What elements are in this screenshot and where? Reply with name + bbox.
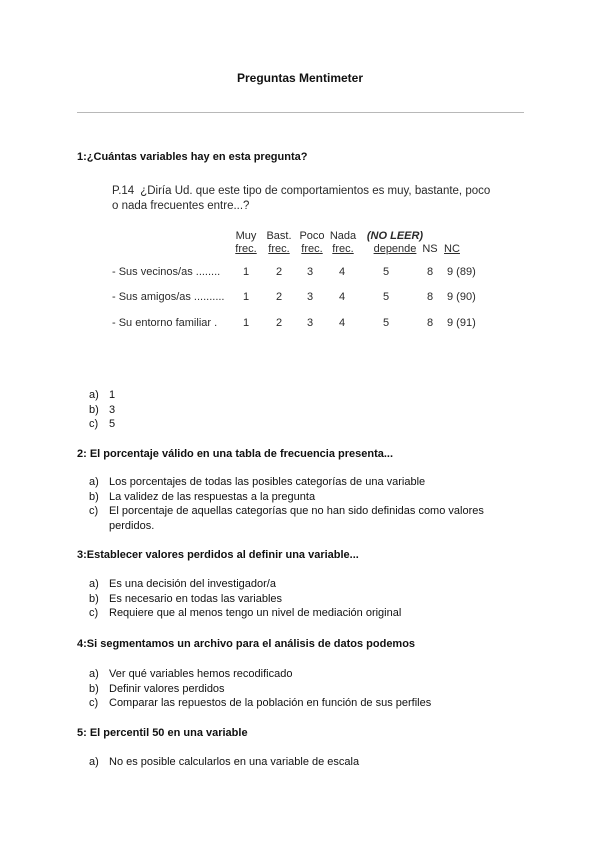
scan-cell: 5: [382, 291, 390, 303]
option-item: a) No es posible calcularlos en una variable de escala: [89, 756, 360, 768]
scan-row-label: - Sus amigos/as ..........: [112, 291, 225, 303]
scan-cell: 2: [275, 317, 283, 329]
question-4-label: 4:Si segmentamos un archivo para el análisis de datos podemos: [77, 638, 416, 650]
title-divider: [77, 112, 524, 113]
option-item: c) Comparar las repuestos de la población en función de sus perfiles: [89, 697, 432, 709]
scan-cell: 9 (90): [447, 291, 476, 303]
scan-cell: 8: [426, 291, 434, 303]
option-item: c) 5: [89, 418, 116, 430]
scan-cell: 9 (89): [447, 266, 476, 278]
scan-cell: 9 (91): [447, 317, 476, 329]
scan-header-nada: Nada frec.: [329, 230, 357, 255]
scan-header-depende: (NO LEER) depende: [366, 230, 424, 255]
question-2-label: 2: El porcentaje válido en una tabla de frecuencia presenta...: [77, 448, 394, 460]
option-item: b) Es necesario en todas las variables: [89, 592, 283, 605]
scan-cell: 3: [306, 317, 314, 329]
question-3-label: 3:Establecer valores perdidos al definir una variable...: [77, 549, 359, 561]
scan-header-ns: NS: [422, 242, 438, 255]
question-3-options: [89, 577, 529, 621]
page-title: Preguntas Mentimeter: [236, 71, 364, 85]
scan-cell: 3: [306, 291, 314, 303]
question-1-options: [89, 388, 529, 432]
scan-cell: 2: [275, 291, 283, 303]
question-1-label: 1:¿Cuántas variables hay en esta pregunta?: [77, 151, 308, 163]
question-2-options: [89, 475, 529, 533]
scan-cell: 4: [338, 317, 346, 329]
scan-cell: 4: [338, 291, 346, 303]
scan-row-label: - Sus vecinos/as ........: [112, 266, 221, 278]
scan-cell: 4: [338, 266, 346, 278]
scan-cell: 8: [426, 266, 434, 278]
scan-header-bast: Bast. frec.: [266, 230, 292, 255]
scan-cell: 1: [242, 266, 250, 278]
scan-cell: 3: [306, 266, 314, 278]
scan-header-poco: Poco frec.: [299, 230, 325, 255]
scan-cell: 1: [242, 291, 250, 303]
option-item: c) Requiere que al menos tengo un nivel de mediación original: [89, 607, 402, 619]
option-item: a) Es una decisión del investigador/a: [89, 578, 276, 590]
option-item: a) Los porcentajes de todas las posibles categorías de una variable: [89, 476, 426, 488]
option-item: b) Definir valores perdidos: [89, 682, 225, 695]
scan-header-nc: NC: [444, 242, 460, 255]
option-item: b) 3: [89, 403, 116, 416]
question-5-label: 5: El percentil 50 en una variable: [77, 727, 248, 739]
question-4-options: [89, 667, 529, 711]
survey-question-image: [112, 184, 492, 344]
option-item: c) El porcentaje de aquellas categorías que no han sido definidas como valores perdidos.: [89, 505, 484, 532]
scan-cell: 5: [382, 266, 390, 278]
scan-row-label: - Su entorno familiar .: [112, 317, 218, 329]
scan-cell: 8: [426, 317, 434, 329]
scan-header-muy: Muy frec.: [235, 230, 257, 255]
scan-intro: [112, 184, 492, 214]
question-5-options: [89, 755, 529, 770]
scan-question-text: ¿Diría Ud. que este tipo de comportamientos es muy, bastante, poco o nada frecuentes entre...?: [112, 185, 491, 212]
scan-cell: 2: [275, 266, 283, 278]
scan-cell: 1: [242, 317, 250, 329]
scan-cell: 5: [382, 317, 390, 329]
scan-question-number: P.14: [112, 185, 135, 197]
option-item: b) La validez de las respuestas a la pregunta: [89, 490, 316, 503]
option-item: a) Ver qué variables hemos recodificado: [89, 668, 293, 680]
option-item: a) 1: [89, 389, 116, 401]
